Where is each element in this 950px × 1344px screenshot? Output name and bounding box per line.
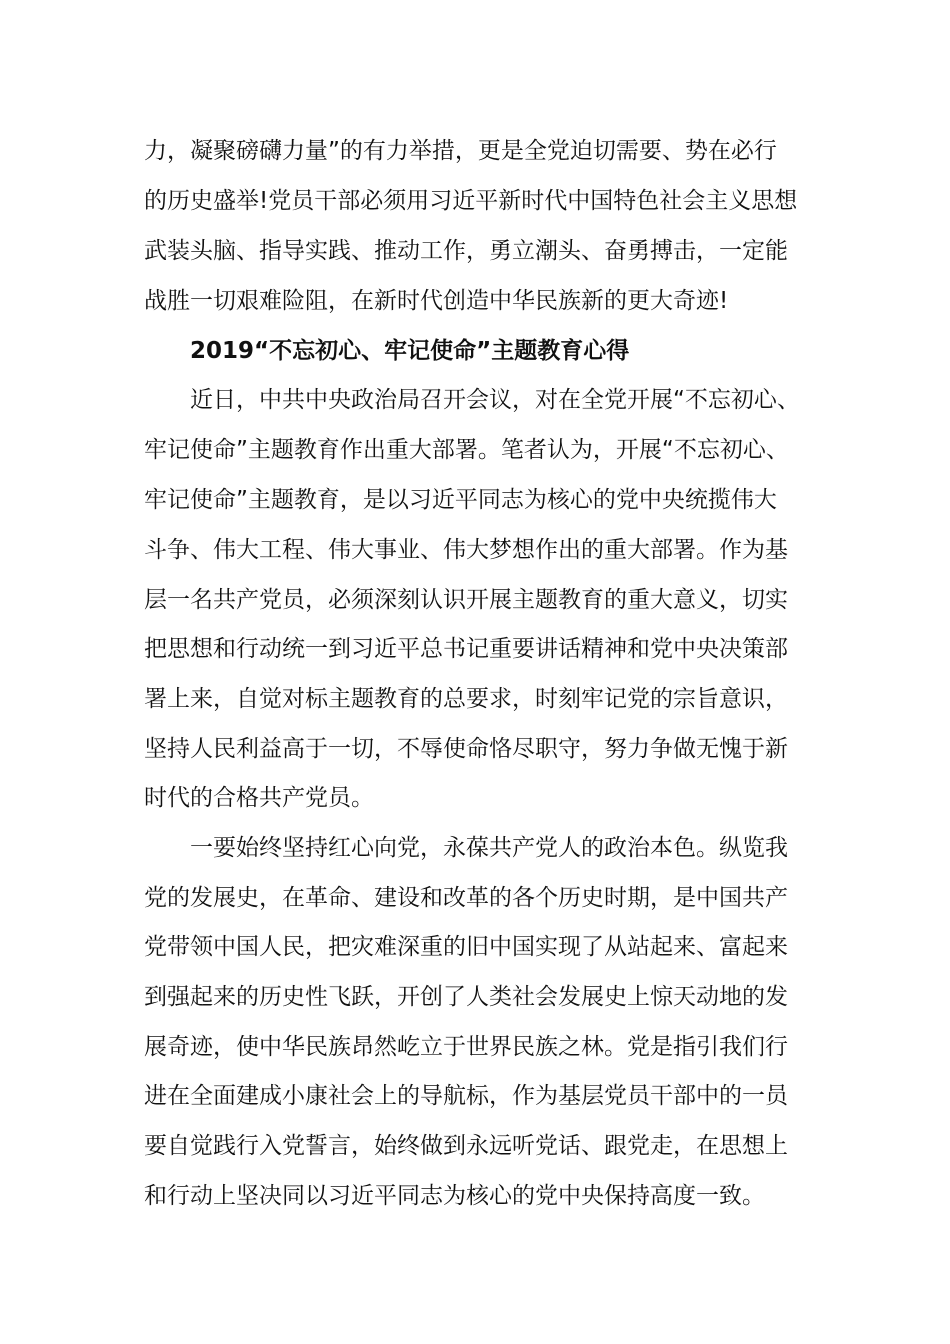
- intro-line: 武装头脑、指导实践、推动工作，勇立潮头、奋勇搏击，一定能: [144, 238, 788, 264]
- intro-line: 力，凝聚磅礴力量”的有力举措，更是全党迫切需要、势在必行: [144, 138, 777, 164]
- paragraph-line: 牢记使命”主题教育，是以习近平同志为核心的党中央统揽伟大: [144, 487, 777, 513]
- section-heading: 2019“不忘初心、牢记使命”主题教育心得: [190, 338, 630, 364]
- paragraph-line: 和行动上坚决同以习近平同志为核心的党中央保持高度一致。: [144, 1183, 765, 1209]
- paragraph-line: 时代的合格共产党员。: [144, 785, 374, 811]
- paragraph-line: 署上来，自觉对标主题教育的总要求，时刻牢记党的宗旨意识，: [144, 686, 788, 712]
- paragraph-line: 把思想和行动统一到习近平总书记重要讲话精神和党中央决策部: [144, 636, 788, 662]
- intro-line: 战胜一切艰难险阻，在新时代创造中华民族新的更大奇迹!: [144, 288, 729, 314]
- paragraph-line: 要自觉践行入党誓言，始终做到永远听党话、跟党走，在思想上: [144, 1133, 788, 1159]
- paragraph-line: 层一名共产党员，必须深刻认识开展主题教育的重大意义，切实: [144, 587, 788, 613]
- paragraph-line: 党带领中国人民，把灾难深重的旧中国实现了从站起来、富起来: [144, 934, 788, 960]
- paragraph-line: 展奇迹，使中华民族昂然屹立于世界民族之林。党是指引我们行: [144, 1034, 788, 1060]
- paragraph-line: 一要始终坚持红心向党，永葆共产党人的政治本色。纵览我: [190, 835, 788, 861]
- paragraph-line: 到强起来的历史性飞跃，开创了人类社会发展史上惊天动地的发: [144, 984, 788, 1010]
- paragraph-line: 进在全面建成小康社会上的导航标，作为基层党员干部中的一员: [144, 1083, 788, 1109]
- paragraph-line: 斗争、伟大工程、伟大事业、伟大梦想作出的重大部署。作为基: [144, 537, 788, 563]
- intro-line: 的历史盛举!党员干部必须用习近平新时代中国特色社会主义思想: [144, 188, 798, 214]
- paragraph-line: 近日，中共中央政治局召开会议，对在全党开展“不忘初心、: [190, 387, 800, 413]
- paragraph-line: 牢记使命”主题教育作出重大部署。笔者认为，开展“不忘初心、: [144, 437, 789, 463]
- paragraph-line: 坚持人民利益高于一切，不辱使命恪尽职守，努力争做无愧于新: [144, 736, 788, 762]
- paragraph-line: 党的发展史，在革命、建设和改革的各个历史时期，是中国共产: [144, 885, 788, 911]
